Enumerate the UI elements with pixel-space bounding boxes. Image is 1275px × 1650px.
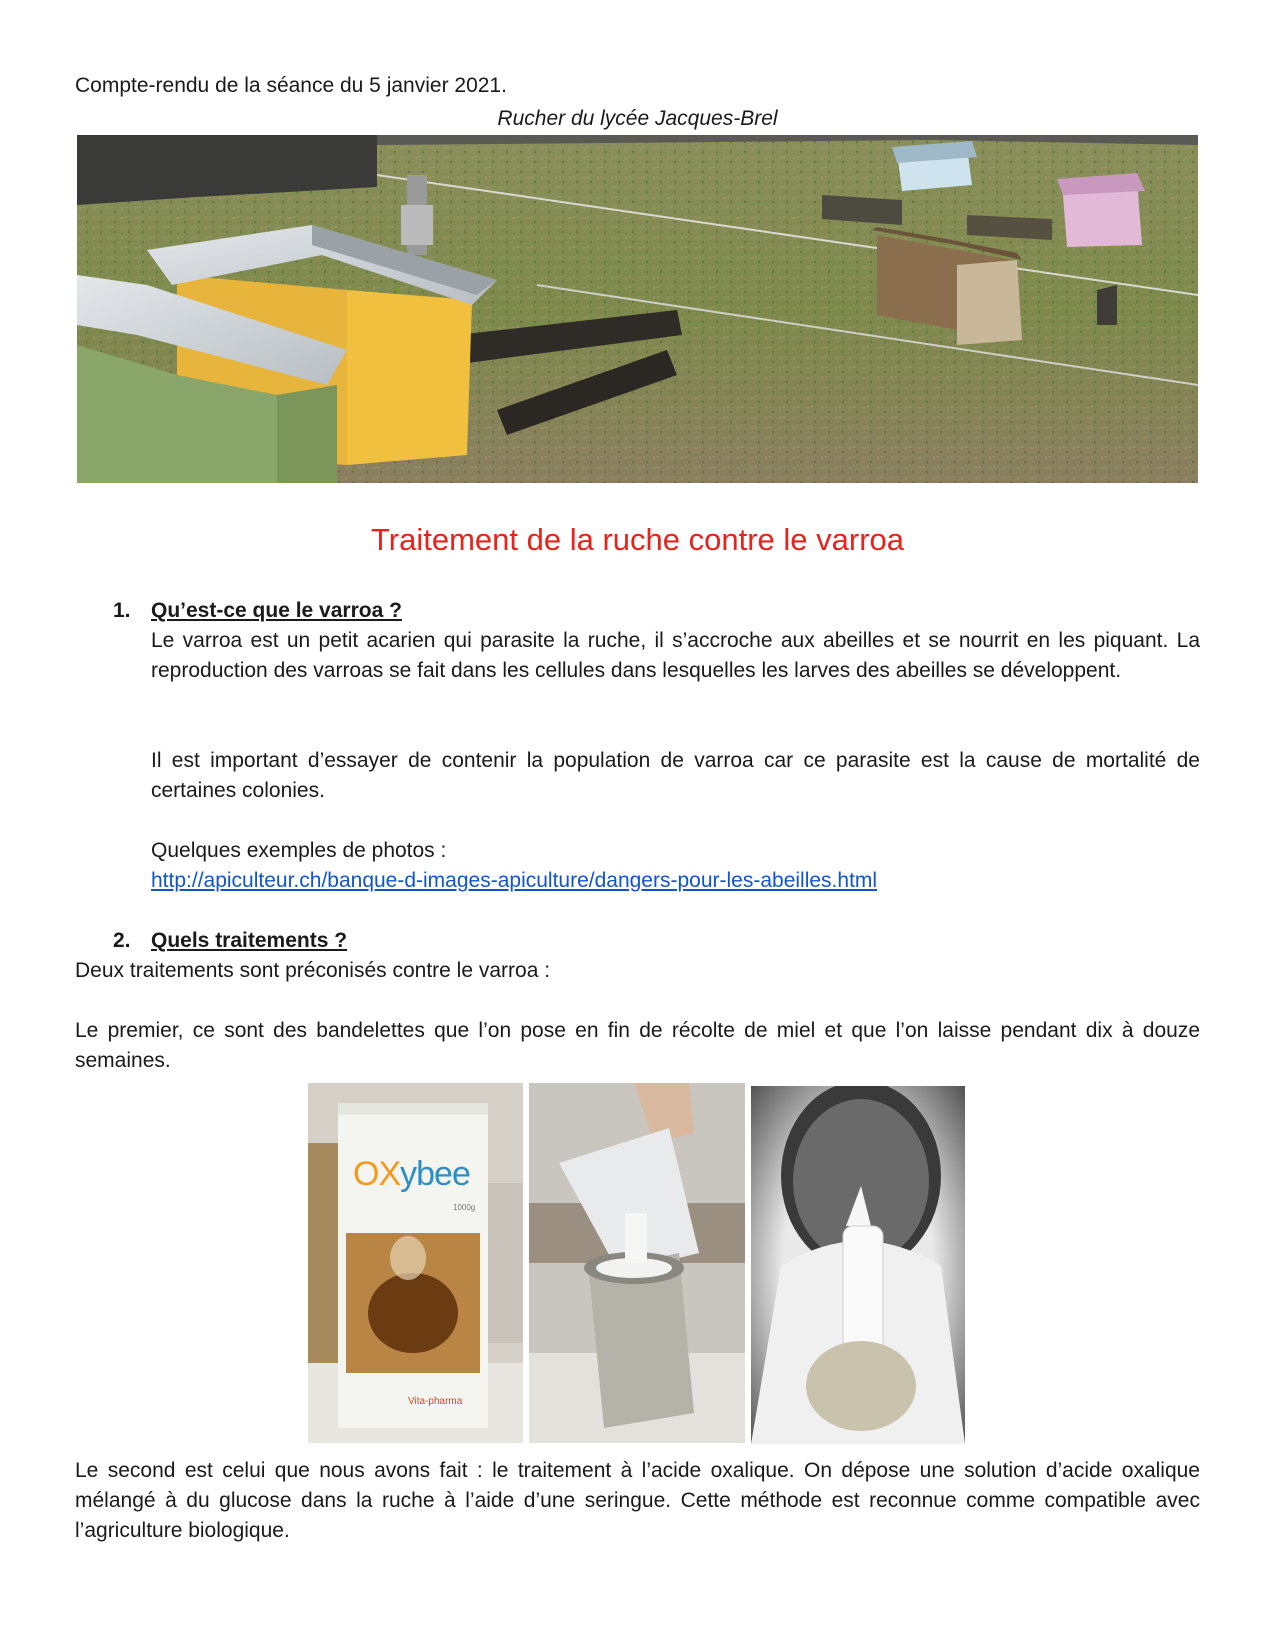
section-1-number: 1.	[113, 599, 131, 622]
treatments-intro: Deux traitements sont préconisés contre le varroa :	[75, 959, 551, 982]
oxybee-brand	[353, 1155, 470, 1194]
page-title: Traitement de la ruche contre le varroa	[371, 522, 904, 557]
photos-label: Quelques exemples de photos :	[151, 839, 447, 862]
section-1-title: Qu’est-ce que le varroa ?	[151, 599, 402, 622]
oxybee-brand-ox: OX	[353, 1155, 401, 1193]
varroa-importance: Il est important d’essayer de contenir la population de varroa car ce parasite est la cause de mortalité de certaines colonies.	[151, 749, 1200, 802]
apiary-photo	[77, 135, 1198, 483]
session-date-line: Compte-rendu de la séance du 5 janvier 2021.	[75, 74, 507, 97]
apiary-caption: Rucher du lycée Jacques-Brel	[497, 107, 778, 130]
oxybee-box-photo	[308, 1083, 523, 1443]
syringe-photo	[751, 1086, 965, 1444]
oxybee-maker: Vita-pharma	[408, 1396, 463, 1407]
first-treatment: Le premier, ce sont des bandelettes que l’on pose en fin de récolte de miel et que l’on laisse pendant dix à douze semaines.	[75, 1019, 1200, 1072]
second-treatment: Le second est celui que nous avons fait : le traitement à l’acide oxalique. On dépose une solution d’acide oxalique mélangé à du glucose dans la ruche à l’aide d’une seringue. Cette méthode est reconnue comme compatible avec l’agriculture biologique.	[75, 1459, 1200, 1542]
section-2-heading	[113, 926, 513, 956]
pouring-photo	[529, 1083, 745, 1443]
photos-link[interactable]: http://apiculteur.ch/banque-d-images-apiculture/dangers-pour-les-abeilles.html	[151, 869, 878, 892]
oxybee-brand-ybee: ybee	[400, 1155, 470, 1193]
section-1-heading	[113, 596, 513, 626]
oxybee-weight: 1000g	[453, 1203, 476, 1212]
varroa-description: Le varroa est un petit acarien qui parasite la ruche, il s’accroche aux abeilles et se nourrit en les piquant. La reproduction des varroas se fait dans les cellules dans lesquelles les larves des abeilles se développent.	[151, 629, 1200, 682]
section-2-number: 2.	[113, 929, 131, 952]
section-2-title: Quels traitements ?	[151, 929, 348, 952]
